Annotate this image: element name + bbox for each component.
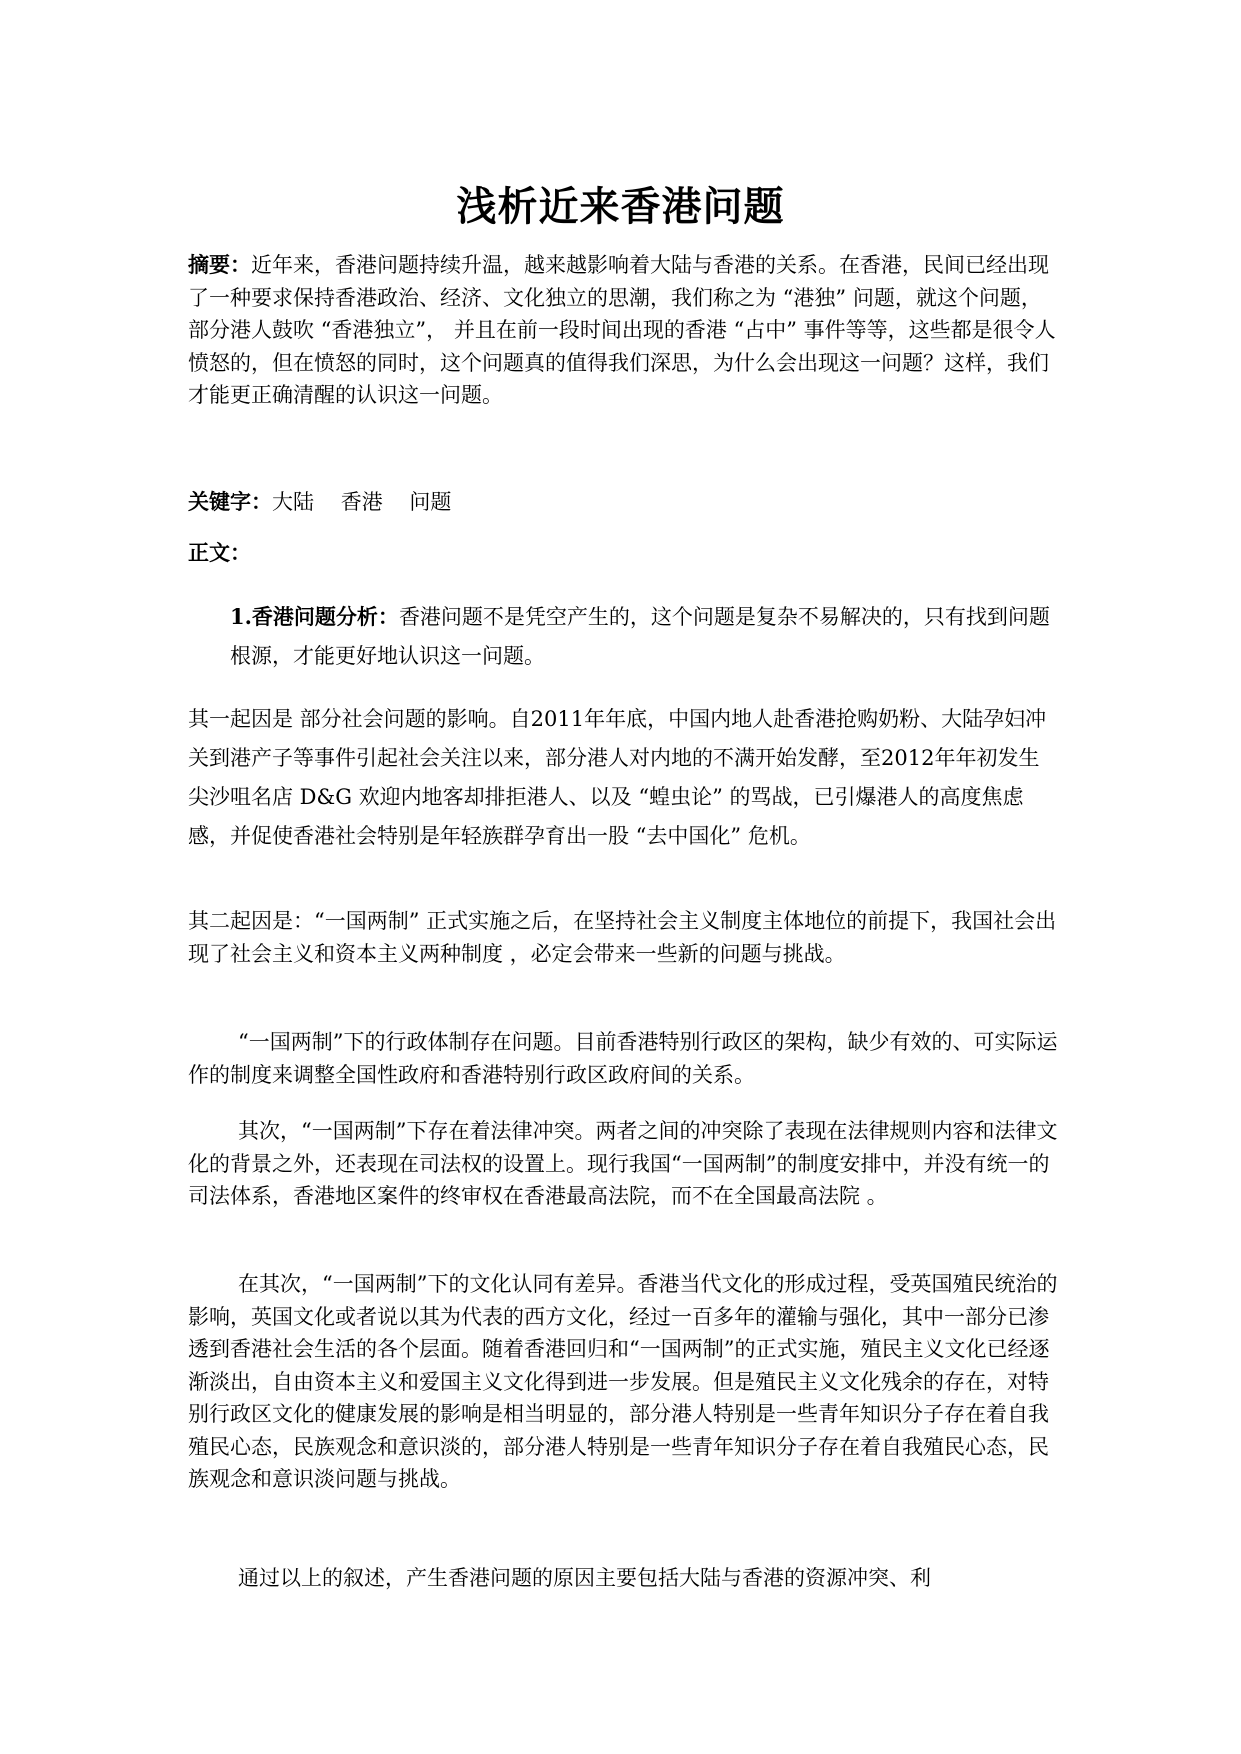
body-heading: 正文：: [188, 540, 251, 565]
section-1-label: 1.香港问题分析：: [230, 604, 399, 629]
paragraph-legal-conflict: 其次，“一国两制”下存在着法律冲突。两者之间的冲突除了表现在法律规则内容和法律文化的背景之外，还表现在司法权的设置上。现行我国“一国两制”的制度安排中，并没有统一的司法体系，香港地区案件的终审权在香港最高法院，而不在全国最高法院 。: [188, 1119, 1058, 1208]
keywords-line: [188, 487, 1058, 517]
document-title: 浅析近来香港问题: [456, 182, 785, 230]
abstract-text: 近年来，香港问题持续升温，越来越影响着大陆与香港的关系。在香港，民间已经出现了一种要求保持香港政治、经济、文化独立的思潮，我们称之为 “港独” 问题，就这个问题，部分港人鼓吹 “香港独立”， 并且在前一段时间出现的香港 “占中” 事件等等，这些都是很令人愤怒的，但在愤怒的同时，这个问题真的值得我们深思，为什么会出现这一问题？这样，我们才能更正确清醒的认识这一问题。: [188, 253, 1056, 407]
section-1: [230, 597, 1056, 676]
paragraph-culture: 在其次，“一国两制”下的文化认同有差异。香港当代文化的形成过程，受英国殖民统治的影响，英国文化或者说以其为代表的西方文化，经过一百多年的灌输与强化，其中一部分已渗透到香港社会生活的各个层面。随着香港回归和“一国两制”的正式实施，殖民主义文化已经逐渐淡出，自由资本主义和爱国主义文化得到进一步发展。但是殖民主义文化残余的存在，对特别行政区文化的健康发展的影响是相当明显的，部分港人特别是一些青年知识分子存在着自我殖民心态，民族观念和意识淡的，部分港人特别是一些青年知识分子存在着自我殖民心态，民族观念和意识淡问题与挑战。: [188, 1272, 1058, 1491]
section-1-text: 香港问题不是凭空产生的，这个问题是复杂不易解决的，只有找到问题根源，才能更好地认识这一问题。: [230, 605, 1050, 668]
paragraph-conclusion: 通过以上的叙述，产生香港问题的原因主要包括大陆与香港的资源冲突、利: [238, 1566, 931, 1590]
paragraph-administration: “一国两制”下的行政体制存在问题。目前香港特别行政区的架构，缺少有效的、可实际运作的制度来调整全国性政府和香港特别行政区政府间的关系。: [188, 1030, 1058, 1087]
paragraph-cause-1: 其一起因是 部分社会问题的影响。自2011年年底，中国内地人赴香港抢购奶粉、大陆孕妇冲关到港产子等事件引起社会关注以来，部分港人对内地的不满开始发酵，至2012年年初发生尖沙咀名店 D&G 欢迎内地客却排拒港人、以及 “蝗虫论” 的骂战，已引爆港人的高度焦虑感，并促使香港社会特别是年轻族群孕育出一股 “去中国化” 危机。: [188, 707, 1047, 848]
abstract-paragraph: [188, 249, 1058, 412]
abstract-label: 摘要：: [188, 252, 251, 277]
keywords-label: 关键字：: [188, 489, 272, 514]
keywords-text: 大陆 香港 问题: [272, 490, 452, 514]
paragraph-cause-2: 其二起因是：“一国两制” 正式实施之后，在坚持社会主义制度主体地位的前提下，我国社会出现了社会主义和资本主义两种制度 ，必定会带来一些新的问题与挑战。: [188, 909, 1057, 966]
